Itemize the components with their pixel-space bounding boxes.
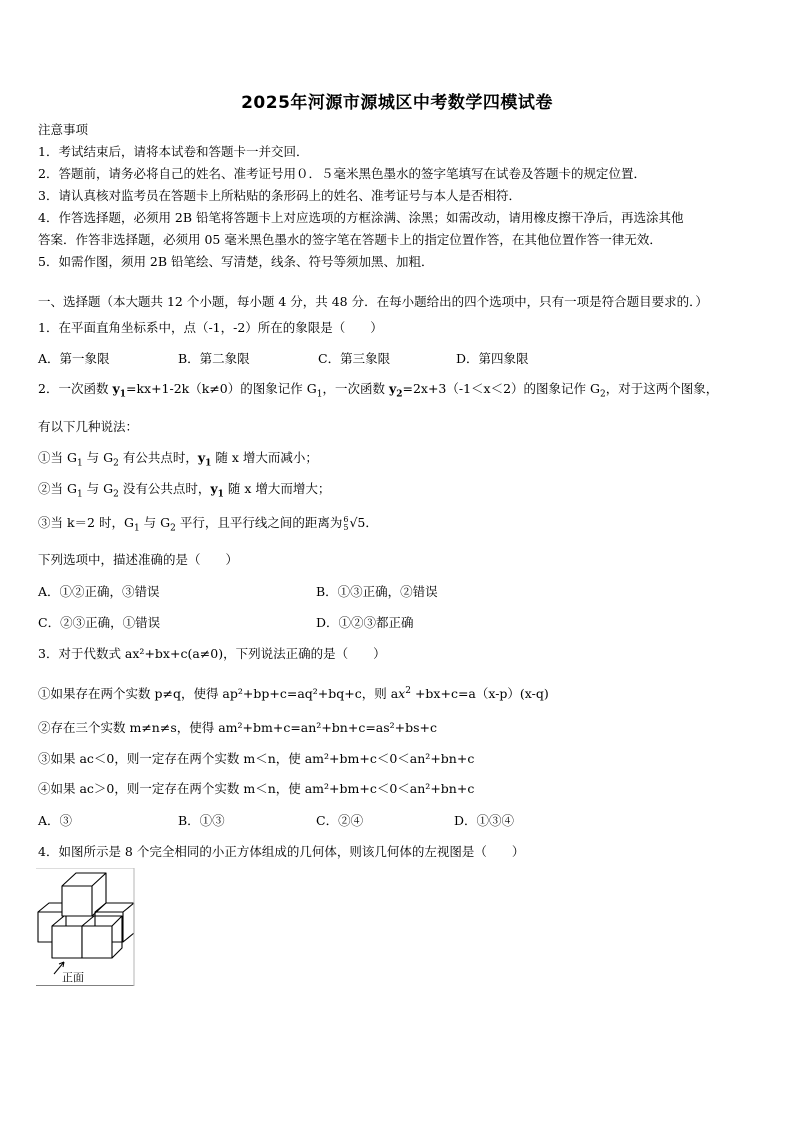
q2-s3-g1-sub: 1 (133, 523, 140, 534)
distance-fraction (343, 516, 348, 532)
q2-s1-g2-sub: 2 (113, 458, 119, 469)
q2-s2-c: 没有公共点时， (118, 481, 211, 496)
q2-y1-sub: 1 (119, 389, 126, 400)
notice-heading: 注意事项 (38, 122, 89, 137)
q2-text-a: 2．一次函数 (38, 381, 113, 396)
q1-option-c: C．第三象限 (318, 351, 391, 366)
fraction-numerator: 6 (343, 514, 349, 524)
q2-y2-sub: 2 (396, 389, 403, 400)
q2-s1-d: 随 x 增大而减小； (211, 450, 318, 465)
notice-item-2: 2．答题前，请务必将自己的姓名、准考证号用０．５毫米黑色墨水的签字笔填写在试卷及答题卡的规定位置． (38, 166, 646, 181)
q1-option-b: B．第二象限 (178, 351, 250, 366)
notice-item-5: 5．如需作图，须用 2B 铅笔绘、写清楚，线条、符号等须加黑、加粗． (38, 254, 434, 269)
q3-statement-2: ②存在三个实数 m≠n≠s，使得 am²+bm+c=an²+bn+c=as²+bs+c (38, 720, 438, 735)
cube-solid-figure (36, 868, 136, 986)
q2-s3-b: 与 G (139, 515, 171, 530)
q2-s2-y-sub: 1 (217, 489, 224, 500)
q2-g1-sub: 1 (316, 389, 323, 400)
section-heading: 一、选择题（本大题共 12 个小题，每小题 4 分，共 48 分．在每小题给出的四个选项中，只有一项是符合题目要求的．） (38, 294, 708, 309)
q1-option-d: D．第四象限 (456, 351, 529, 366)
q3-s1-b: +bx+c=a（x-p）(x-q) (410, 686, 549, 702)
q3-option-a: A．③ (38, 813, 73, 828)
q2-y2: y (388, 381, 397, 396)
q2-s3-c: 平行，且平行线之间的距离为 (175, 515, 343, 530)
q2-y1: y (112, 381, 120, 396)
q2-ask: 下列选项中，描述准确的是（ ） (38, 552, 239, 567)
q2-s3-d: ． (365, 515, 378, 530)
q2-s2-a: ②当 G (38, 481, 77, 496)
notice-item-1: 1．考试结束后，请将本试卷和答题卡一并交回． (38, 144, 309, 159)
front-view-label: 正面 (62, 971, 84, 984)
q2-s2-b: 与 G (82, 481, 114, 496)
q2-g2-sub: 2 (600, 389, 606, 400)
notice-item-4-cont: 答案．作答非选择题，必须用 05 毫米黑色墨水的签字笔在答题卡上的指定位置作答，在其他位置作答一律无效． (38, 232, 662, 247)
notice-item-3: 3．请认真核对监考员在答题卡上所粘贴的条形码上的姓名、准考证号与本人是否相符． (38, 188, 521, 203)
q3-statement-4: ④如果 ac＞0，则一定存在两个实数 m＜n，使 am²+bm+c＜0＜an²+bn+c (38, 781, 475, 796)
q3-statement-3: ③如果 ac＜0，则一定存在两个实数 m＜n，使 am²+bm+c＜0＜an²+bn+c (38, 751, 475, 766)
q2-s1-a: ①当 G (38, 450, 77, 465)
q2-s3-g2-sub: 2 (170, 523, 176, 534)
q2-s1-b: 与 G (82, 450, 114, 465)
q3-statement-1 (38, 683, 549, 702)
fraction-denominator: 5 (343, 522, 349, 532)
q3-s1-a: ①如果存在两个实数 p≠q，使得 ap²+bp+c=aq²+bq+c，则 a (38, 686, 399, 702)
q3-option-d: D．①③④ (454, 813, 515, 828)
q3-s1-x: x (398, 686, 406, 702)
sqrt-five: √5 (349, 515, 366, 530)
q2-s2-g2-sub: 2 (113, 489, 119, 500)
q2-text-e: ，对于这两个图象， (605, 381, 719, 396)
q2-s2-y: y (210, 481, 218, 496)
q3-s1-sup: 2 (405, 686, 411, 696)
question-4-stem: 4．如图所示是 8 个完全相同的小正方体组成的几何体，则该几何体的左视图是（ ） (38, 844, 525, 859)
q2-s1-g1-sub: 1 (76, 458, 83, 469)
q3-option-c: C．②④ (316, 813, 364, 828)
q2-s1-y: y (197, 450, 206, 465)
q2-option-c: C．②③正确，①错误 (38, 615, 161, 630)
q2-text-d: =2x+3（-1＜x＜2）的图象记作 G (402, 381, 601, 396)
q3-option-b: B．①③ (178, 813, 225, 828)
q2-statement-2 (38, 481, 330, 503)
q2-option-b: B．①③正确，②错误 (316, 584, 438, 599)
q2-s3-a: ③当 k＝2 时，G (38, 515, 134, 530)
page-title: 2025年河源市源城区中考数学四模试卷 (241, 93, 553, 113)
q2-s1-y-sub: 1 (205, 458, 212, 469)
q2-s2-g1-sub: 1 (76, 489, 83, 500)
q2-stem-line2: 有以下几种说法： (38, 419, 139, 434)
q2-s1-c: 有公共点时， (118, 450, 198, 465)
q2-s2-d: 随 x 增大而增大； (223, 481, 331, 496)
q2-option-a: A．①②正确，③错误 (38, 584, 160, 599)
q1-option-a: A．第一象限 (38, 351, 110, 366)
q2-statement-1 (38, 450, 318, 472)
cube-drawing (36, 868, 136, 986)
q2-statement-3 (38, 515, 378, 537)
q2-option-d: D．①②③都正确 (316, 615, 414, 630)
q2-text-b: =kx+1-2k（k≠0）的图象记作 G (125, 381, 317, 396)
question-1-stem: 1．在平面直角坐标系中，点（-1，-2）所在的象限是（ ） (38, 320, 383, 335)
q2-text-c: ，一次函数 (322, 381, 389, 396)
question-2-stem (38, 381, 718, 403)
question-3-stem: 3．对于代数式 ax²+bx+c(a≠0)，下列说法正确的是（ ） (38, 646, 386, 661)
notice-item-4: 4．作答选择题，必须用 2B 铅笔将答题卡上对应选项的方框涂满、涂黑；如需改动，请用橡皮擦干净后，再选涂其他 (38, 210, 684, 225)
